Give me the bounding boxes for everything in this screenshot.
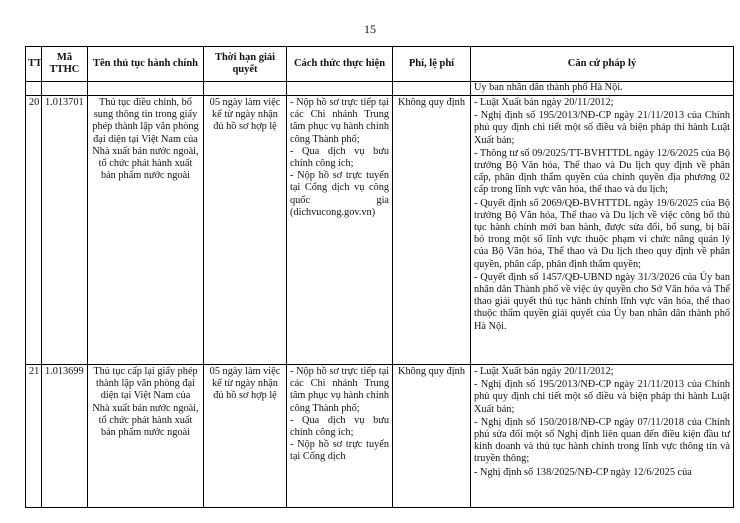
header-code: Mã TTHC [42, 47, 88, 82]
row-deadline: 05 ngày làm việc kể từ ngày nhận đủ hồ sơ hợp lệ [204, 96, 287, 365]
table-row-continued [26, 82, 734, 96]
row-fee: Không quy định [393, 96, 471, 365]
method-item: - Qua dịch vụ bưu chính công ích; [290, 145, 389, 170]
header-deadline: Thời hạn giải quyết [204, 47, 287, 82]
continued-basis: Ủy ban nhân dân thành phố Hà Nội. [471, 82, 734, 96]
row-methods [287, 96, 393, 365]
basis-item: - Nghị định số 195/2013/NĐ-CP ngày 21/11/2013 của Chính phủ quy định chi tiết một số điều và biện pháp thi hành Luật Xuất bản; [474, 110, 730, 146]
header-fee: Phí, lệ phí [393, 47, 471, 82]
row-procedure-name: Thủ tục cấp lại giấy phép thành lập văn phòng đại diện tại Việt Nam của Nhà xuất bản nước ngoài, tổ chức phát hành xuất bản phẩm nước ngoài [88, 365, 204, 508]
basis-item: - Nghị định số 195/2013/NĐ-CP ngày 21/11/2013 của Chính phủ quy định chi tiết một số điều và biện pháp thi hành Luật Xuất bản; [474, 379, 730, 415]
basis-item: - Nghị định số 150/2018/NĐ-CP ngày 07/11/2018 của Chính phủ sửa đổi một số Nghị định liên quan đến điều kiện đầu tư kinh doanh và thủ tục hành chính trong lĩnh vực thông tin và truyền thông; [474, 416, 730, 465]
method-item: - Nộp hồ sơ trực tuyến tại Cổng dịch [290, 439, 389, 463]
header-tt: TT [26, 47, 42, 82]
method-item: - Nộp hồ sơ trực tuyến tại Cổng dịch vụ công quốc gia (dichvucong.gov.vn) [290, 170, 389, 218]
row-tt: 20 [26, 96, 42, 365]
procedures-table [25, 46, 734, 508]
row-code: 1.013699 [42, 365, 88, 508]
row-deadline: 05 ngày làm việc kể từ ngày nhận đủ hồ sơ hợp lệ [204, 365, 287, 508]
method-item: - Nộp hồ sơ trực tiếp tại các Chi nhánh Trung tâm phục vụ hành chính công Thành phố; [290, 97, 389, 145]
page-number: 15 [364, 22, 376, 36]
basis-item: - Quyết định số 2069/QĐ-BVHTTDL ngày 19/6/2025 của Bộ trưởng Bộ Văn hóa, Thể thao và Du lịch về việc công bố thủ tục hành chính mới ban hành, được sửa đổi, bổ sung, bị bãi bỏ trong một số lĩnh vực thuộc phạm vi chức năng quản lý của Bộ Văn hóa, Thể thao và Du lịch theo quy định về phân quyền, phân cấp, phân định thẩm quyền; [474, 197, 730, 270]
method-item: - Qua dịch vụ bưu chính công ích; [290, 414, 389, 439]
row-fee: Không quy định [393, 365, 471, 508]
row-code: 1.013701 [42, 96, 88, 365]
table-header-row [26, 47, 734, 82]
row-tt: 21 [26, 365, 42, 508]
basis-item: - Luật Xuất bản ngày 20/11/2012; [474, 366, 614, 377]
header-name: Tên thủ tục hành chính [88, 47, 204, 82]
method-item: - Nộp hồ sơ trực tiếp tại các Chi nhánh Trung tâm phục vụ hành chính công Thành phố; [290, 366, 389, 414]
basis-item: - Quyết định số 1457/QĐ-UBND ngày 31/3/2026 của Ủy ban nhân dân Thành phố về việc ủy quyền cho Sở Văn hóa và Thể thao giải quyết thủ tục hành chính lĩnh vực văn hóa, thể thao thuộc thẩm quyền giải quyết của Ủy ban nhân dân thành phố Hà Nội. [474, 271, 730, 332]
header-method: Cách thức thực hiện [287, 47, 393, 82]
row-legal-basis [471, 96, 734, 365]
header-legal-basis: Căn cứ pháp lý [471, 47, 734, 82]
basis-item: - Luật Xuất bản ngày 20/11/2012; [474, 97, 614, 108]
row-methods [287, 365, 393, 508]
table-row [26, 96, 734, 365]
basis-item: - Thông tư số 09/2025/TT-BVHTTDL ngày 12/6/2025 của Bộ trưởng Bộ Văn hóa, Thể thao và Du lịch quy định về phân cấp, phân định thẩm quyền của chính quyền địa phương 02 cấp trong lĩnh vực văn hóa, thể thao và du lịch; [474, 147, 730, 196]
row-legal-basis [471, 365, 734, 508]
table-row [26, 365, 734, 508]
row-procedure-name: Thủ tục điều chỉnh, bổ sung thông tin trong giấy phép thành lập văn phòng đại diện tại Việt Nam của Nhà xuất bản nước ngoài, tổ chức phát hành xuất bản phẩm nước ngoài [88, 96, 204, 365]
basis-item: - Nghị định số 138/2025/NĐ-CP ngày 12/6/2025 của [474, 466, 692, 478]
